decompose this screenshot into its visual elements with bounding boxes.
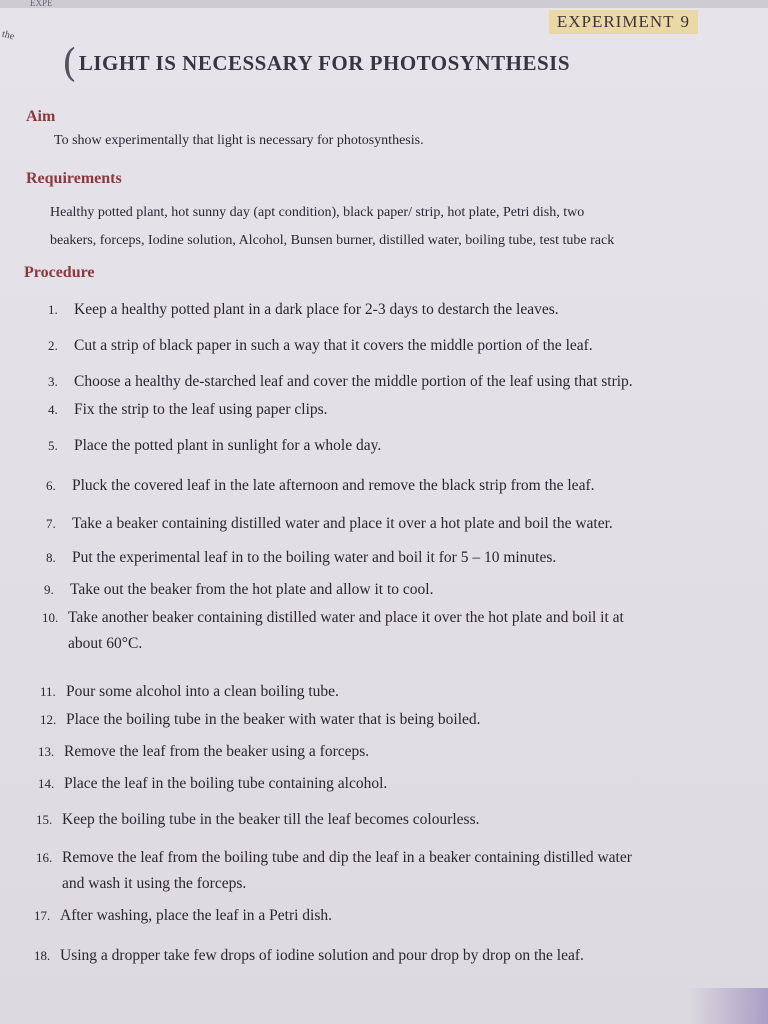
page-corner-decoration: [688, 988, 768, 1024]
step-text: Take out the beaker from the hot plate and allow it to cool.: [70, 581, 434, 598]
step-text: Take a beaker containing distilled water and place it over a hot plate and boil the water.: [72, 515, 613, 532]
step-text: Cut a strip of black paper in such a way that it covers the middle portion of the leaf.: [74, 337, 593, 354]
step-text: Pour some alcohol into a clean boiling tube.: [66, 683, 339, 700]
step-number: 12.: [40, 712, 57, 727]
step-number: 4.: [48, 402, 58, 417]
requirements-line-1: Healthy potted plant, hot sunny day (apt condition), black paper/ strip, hot plate, Petri dish, two: [50, 205, 585, 220]
step-text: Place the boiling tube in the beaker with water that is being boiled.: [66, 711, 481, 728]
step-text: After washing, place the leaf in a Petri dish.: [60, 907, 333, 924]
step-number: 6.: [46, 478, 56, 493]
step-number: 9.: [44, 582, 54, 597]
step-number: 3.: [48, 374, 58, 389]
procedure-step: [48, 398, 748, 422]
procedure-step: [34, 904, 734, 928]
step-number: 17.: [34, 908, 51, 923]
step-number: 14.: [38, 776, 55, 791]
step-number: 16.: [36, 850, 53, 865]
procedure-step: [40, 708, 740, 732]
procedure-step: [38, 772, 738, 796]
procedure-step: [36, 808, 736, 832]
experiment-badge: [549, 10, 698, 34]
step-number: 13.: [38, 744, 55, 759]
aim-text: To show experimentally that light is necessary for photosynthesis.: [54, 133, 424, 148]
step-number: 7.: [46, 516, 56, 531]
step-number: 10.: [42, 610, 59, 625]
step-number: 1.: [48, 302, 58, 317]
procedure-step: [34, 944, 734, 968]
requirements-line-2: beakers, forceps, Iodine solution, Alcohol, Bunsen burner, distilled water, boiling tube, test tube rack: [50, 233, 615, 248]
step-text: Fix the strip to the leaf using paper clips.: [74, 401, 328, 418]
procedure-step: [42, 606, 742, 652]
page-title: LIGHT IS NECESSARY FOR PHOTOSYNTHESIS: [78, 50, 571, 75]
step-text: Keep the boiling tube in the beaker till the leaf becomes colourless.: [62, 811, 480, 828]
procedure-step: [48, 370, 748, 394]
step-number: 15.: [36, 812, 53, 827]
step-text: Put the experimental leaf in to the boiling water and boil it for 5 – 10 minutes.: [72, 549, 557, 566]
step-text: Keep a healthy potted plant in a dark place for 2-3 days to destarch the leaves.: [74, 301, 559, 318]
procedure-step: [46, 512, 746, 536]
step-number: 5.: [48, 438, 58, 453]
step-number: 18.: [34, 948, 51, 963]
aim-heading: Aim: [26, 108, 56, 125]
procedure-step: [48, 434, 748, 458]
step-text-continuation: and wash it using the forceps.: [62, 875, 247, 892]
step-text: Place the potted plant in sunlight for a whole day.: [74, 437, 382, 454]
step-text: Pluck the covered leaf in the late afternoon and remove the black strip from the leaf.: [72, 477, 595, 494]
step-text-continuation: about 60°C.: [68, 635, 143, 652]
step-number: 2.: [48, 338, 58, 353]
step-number: 8.: [46, 550, 56, 565]
step-text: Remove the leaf from the beaker using a forceps.: [64, 743, 370, 760]
title-bracket-decoration: (: [62, 41, 77, 85]
requirements-heading: Requirements: [26, 170, 122, 187]
procedure-step: [44, 578, 744, 602]
procedure-step: [48, 298, 748, 322]
experiment-label: EXPERIMENT: [556, 12, 675, 31]
experiment-number: 9: [680, 12, 690, 31]
procedure-step: [46, 474, 746, 498]
procedure-step: [40, 680, 740, 704]
procedure-step: [46, 546, 746, 570]
step-text: Using a dropper take few drops of iodine solution and pour drop by drop on the leaf.: [60, 947, 584, 964]
procedure-step: [48, 334, 748, 358]
step-number: 11.: [40, 684, 56, 699]
step-text: Remove the leaf from the boiling tube and dip the leaf in a beaker containing distilled water: [62, 849, 632, 866]
page-top-edge: [0, 0, 768, 8]
step-text: Choose a healthy de-starched leaf and cover the middle portion of the leaf using that strip.: [74, 373, 633, 390]
side-text-fragment: the: [0, 28, 16, 43]
step-text: Take another beaker containing distilled water and place it over the hot plate and boil it at: [68, 609, 624, 626]
procedure-step: [36, 846, 736, 892]
title-block: [62, 41, 571, 85]
procedure-heading: Procedure: [24, 264, 95, 281]
procedure-step: [38, 740, 738, 764]
step-text: Place the leaf in the boiling tube containing alcohol.: [64, 775, 388, 792]
header-tab-fragment: EXPE: [30, 0, 53, 8]
